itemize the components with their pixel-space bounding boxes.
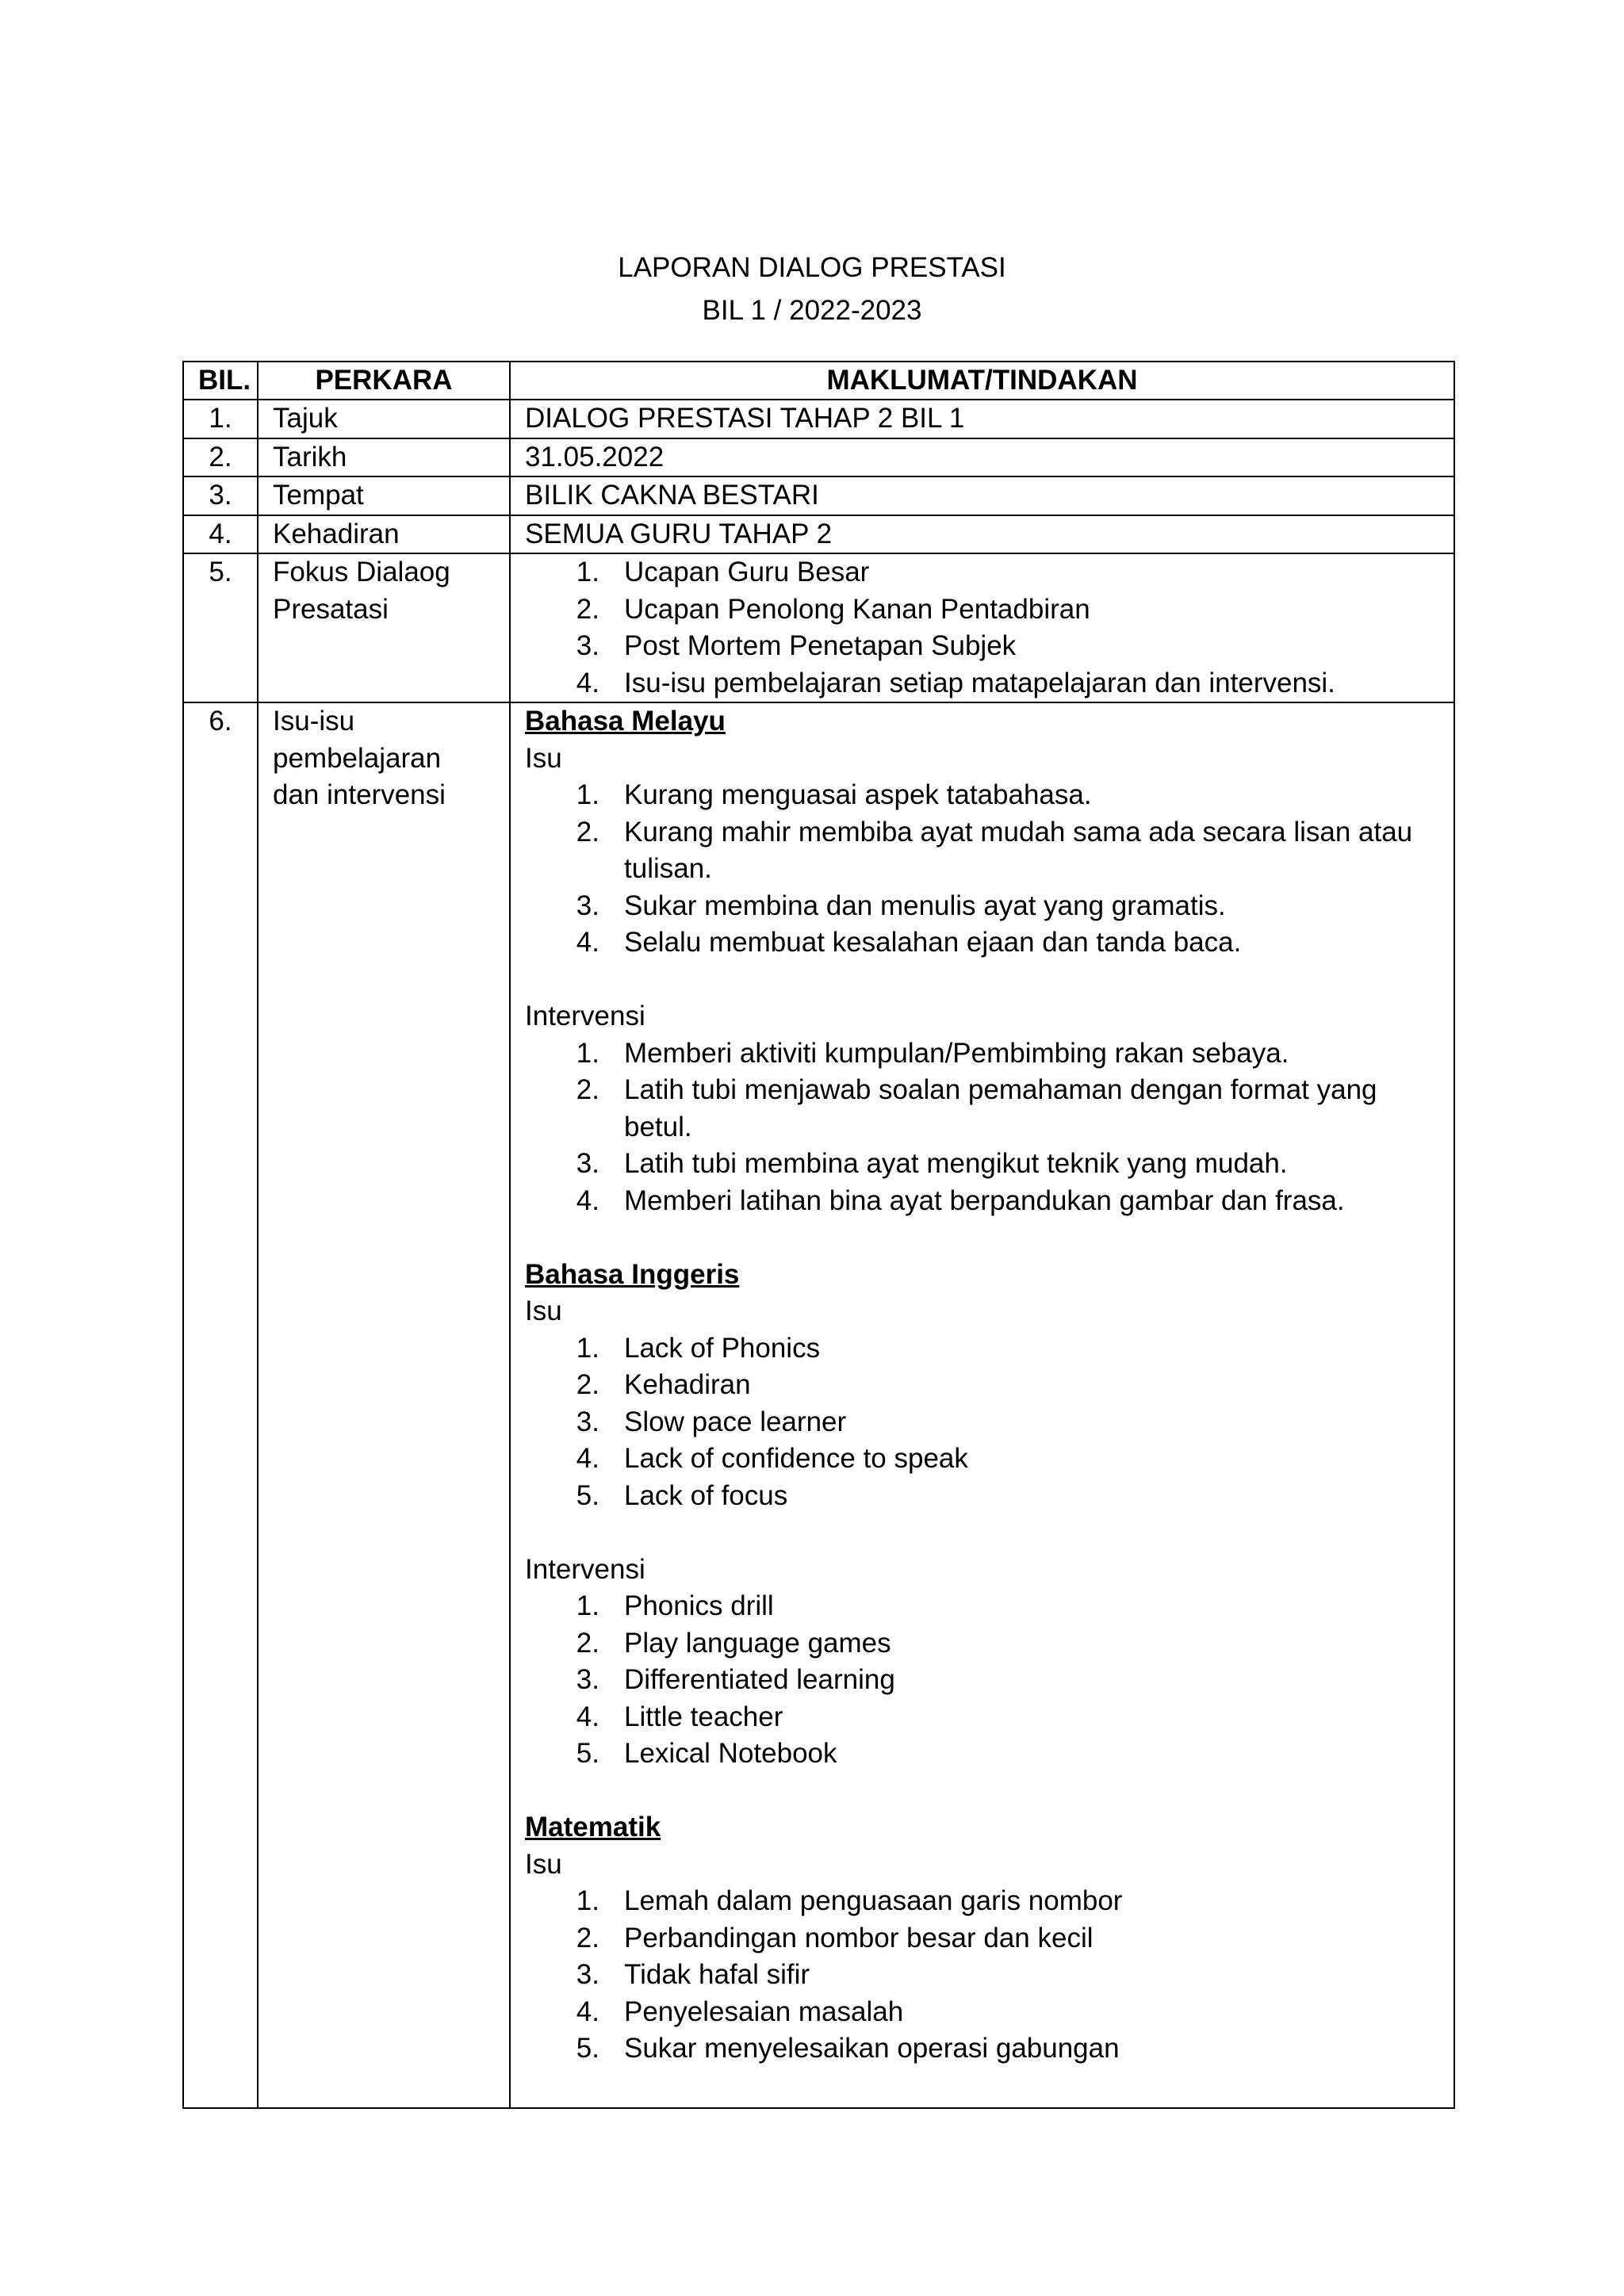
- perkara-line: Fokus Dialaog: [273, 557, 450, 587]
- row-perkara: Kehadiran: [258, 515, 510, 554]
- row-maklumat: DIALOG PRESTASI TAHAP 2 BIL 1: [510, 400, 1454, 438]
- isu-list: [525, 1883, 1439, 2068]
- row-maklumat: [510, 553, 1454, 702]
- table-row-tajuk: [183, 400, 1454, 438]
- perkara-line: Isu-isu: [273, 706, 355, 737]
- list-item: 4. Isu-isu pembelajaran setiap matapelajaran dan intervensi.: [576, 667, 1335, 698]
- intervensi-list: [525, 1035, 1439, 1220]
- report-table: [182, 361, 1455, 2109]
- isu-list: [525, 1330, 1439, 1515]
- report-title: LAPORAN DIALOG PRESTASI: [618, 252, 1006, 283]
- table-row-fokus: [183, 553, 1454, 702]
- list-item: 2. Kehadiran: [576, 1369, 751, 1400]
- row-number: 5.: [183, 553, 258, 702]
- column-header-perkara: PERKARA: [258, 362, 510, 400]
- list-item: 1. Lack of Phonics: [576, 1332, 821, 1364]
- list-item: 3. Post Mortem Penetapan Subjek: [576, 630, 1017, 661]
- list-item: 2. Play language games: [576, 1627, 891, 1659]
- column-header-bil: BIL.: [183, 362, 258, 400]
- list-item: 3. Differentiated learning: [576, 1664, 895, 1695]
- perkara-line: pembelajaran: [273, 742, 442, 774]
- row-maklumat: BILIK CAKNA BESTARI: [510, 476, 1454, 515]
- list-item: 1. Kurang menguasai aspek tatabahasa.: [576, 779, 1092, 810]
- list-item: 3. Latih tubi membina ayat mengikut teknik yang mudah.: [576, 1148, 1288, 1179]
- fokus-list: [525, 554, 1439, 702]
- row-number: 6.: [183, 702, 258, 2108]
- row-number: 3.: [183, 476, 258, 515]
- row-maklumat: SEMUA GURU TAHAP 2: [510, 515, 1454, 554]
- list-item: 3. Slow pace learner: [576, 1406, 847, 1437]
- perkara-line: dan intervensi: [273, 779, 446, 810]
- list-item: 2. Ucapan Penolong Kanan Pentadbiran: [576, 593, 1090, 625]
- list-item: 5. Sukar menyelesaikan operasi gabungan: [576, 2033, 1120, 2064]
- row-number: 2.: [183, 438, 258, 477]
- intervensi-label: Intervensi: [525, 1001, 645, 1031]
- row-perkara: [258, 702, 510, 2108]
- subject-heading-bahasa-inggeris: Bahasa Inggeris: [525, 1258, 740, 1290]
- isu-list: [525, 777, 1439, 962]
- table-row-kehadiran: [183, 515, 1454, 554]
- intervensi-label: Intervensi: [525, 1553, 645, 1585]
- table-header-row: [183, 362, 1454, 400]
- list-item: 1. Lemah dalam penguasaan garis nombor: [576, 1885, 1123, 1916]
- row-number: 4.: [183, 515, 258, 554]
- list-item: 4. Lack of confidence to speak: [576, 1443, 968, 1474]
- table-row-tempat: [183, 476, 1454, 515]
- perkara-line: Presatasi: [273, 593, 389, 625]
- subject-heading-matematik: Matematik: [525, 1812, 661, 1843]
- row-maklumat: [510, 702, 1454, 2108]
- list-item: 1. Memberi aktiviti kumpulan/Pembimbing rakan sebaya.: [576, 1037, 1289, 1069]
- list-item: 3. Sukar membina dan menulis ayat yang gramatis.: [576, 890, 1226, 921]
- list-item: 5. Lexical Notebook: [576, 1738, 837, 1769]
- isu-label: Isu: [525, 742, 562, 774]
- list-item: 5. Lack of focus: [576, 1479, 788, 1511]
- list-item: 4. Little teacher: [576, 1701, 783, 1732]
- list-item: 1. Ucapan Guru Besar: [576, 557, 870, 587]
- list-item: 4. Memberi latihan bina ayat berpandukan gambar dan frasa.: [576, 1184, 1345, 1216]
- list-item: 4. Selalu membuat kesalahan ejaan dan tanda baca.: [576, 927, 1242, 958]
- list-item: 2. Perbandingan nombor besar dan kecil: [576, 1922, 1094, 1954]
- table-row-isu: [183, 702, 1454, 2108]
- row-number: 1.: [183, 400, 258, 438]
- row-maklumat: 31.05.2022: [510, 438, 1454, 477]
- subject-heading-bahasa-melayu: Bahasa Melayu: [525, 706, 726, 737]
- list-item: 2. Latih tubi menjawab soalan pemahaman dengan format yang betul.: [576, 1074, 1377, 1142]
- isu-label: Isu: [525, 1295, 562, 1326]
- list-item: 1. Phonics drill: [576, 1590, 774, 1621]
- list-item: 4. Penyelesaian masalah: [576, 1996, 904, 2027]
- column-header-maklumat: MAKLUMAT/TINDAKAN: [510, 362, 1454, 400]
- report-subtitle: BIL 1 / 2022-2023: [702, 295, 922, 326]
- list-item: 2. Kurang mahir membiba ayat mudah sama ada secara lisan atau tulisan.: [576, 816, 1413, 884]
- row-perkara: Tempat: [258, 476, 510, 515]
- row-perkara: Tarikh: [258, 438, 510, 477]
- table-row-tarikh: [183, 438, 1454, 477]
- row-perkara: Tajuk: [258, 400, 510, 438]
- intervensi-list: [525, 1588, 1439, 1773]
- isu-label: Isu: [525, 1848, 562, 1880]
- row-perkara: [258, 553, 510, 702]
- list-item: 3. Tidak hafal sifir: [576, 1959, 810, 1990]
